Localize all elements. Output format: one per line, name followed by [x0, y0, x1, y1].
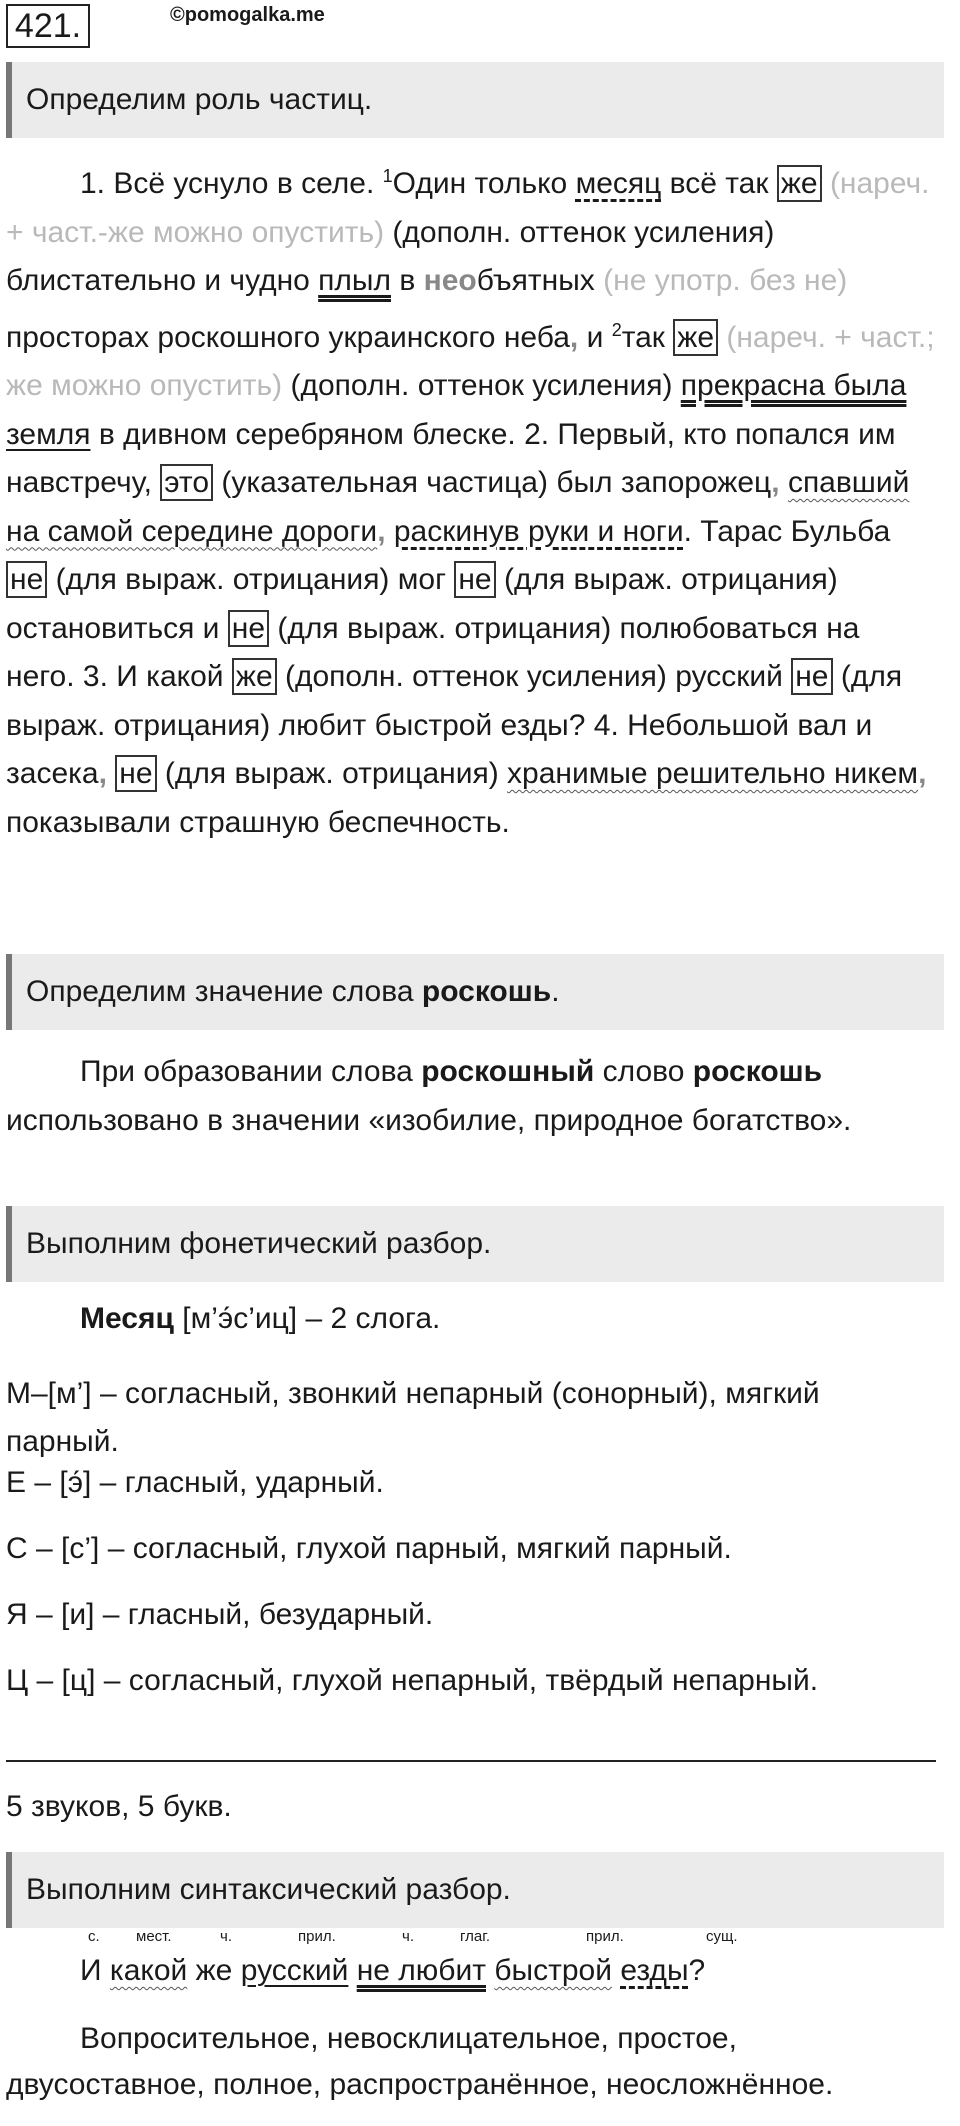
subject-word: земля [6, 417, 91, 451]
particle-box: же [777, 165, 822, 202]
pos-label: мест. [136, 1928, 172, 1945]
phonetic-line: Я – [и] – гласный, безударный. [6, 1598, 434, 1631]
sentence-number: 1. [80, 167, 106, 200]
meaning-paragraph: При образовании слова роскошный слово роскошь использовано в значении «изобилие, природное богатство». [6, 1055, 852, 1137]
pos-label: ч. [402, 1928, 414, 1945]
part-of-speech-labels [0, 1928, 960, 1948]
particle-box: не [791, 658, 832, 695]
prefix-mark: нео [423, 264, 477, 297]
header [0, 0, 960, 60]
divider [6, 1760, 936, 1762]
syntax-sentence: И какой же русский не любит быстрой езды? [80, 1954, 706, 1987]
attribute-word: какой [109, 1954, 188, 1987]
sentence-number: 2. [524, 417, 550, 451]
gray-note: (нареч. + част.; же можно опустить) [6, 320, 935, 402]
subject-word: русский [240, 1954, 349, 1987]
gray-note: (нареч. + част.-же можно опустить) [6, 167, 930, 249]
phonetic-line: Ц – [ц] – согласный, глухой непарный, твёрдый непарный. [6, 1664, 819, 1697]
particle-box: не [228, 610, 269, 647]
pos-label: ч. [220, 1928, 232, 1945]
pos-label: прил. [298, 1928, 336, 1945]
predicate-word: не любит [356, 1954, 486, 1987]
particle-box: не [454, 561, 495, 598]
section-heading-particles: Определим роль частиц. [6, 62, 944, 138]
phonetic-line: С – [с’] – согласный, глухой парный, мягкий парный. [6, 1532, 732, 1565]
sentence-number: 4. [593, 708, 619, 742]
attribute-word: быстрой [494, 1954, 612, 1987]
pos-label: с. [88, 1928, 100, 1945]
exercise-number: 421. [6, 4, 90, 48]
subject-word: месяц [575, 167, 662, 200]
pos-label: прил. [586, 1928, 624, 1945]
particle-box: не [115, 755, 156, 792]
object-word: езды [620, 1954, 689, 1987]
particle-box: же [232, 658, 277, 695]
sentence-number: 3. [82, 660, 108, 693]
pos-label: глаг. [460, 1928, 491, 1945]
main-paragraph: 1. Всё уснуло в селе. $^1$Один только месяц всё так же (нареч. + част.-же можно опустить) (дополн. оттенок усиления) блистательно и чудно плыл в необъятных (не употр. без не) просторах роскошного украинского неба, и $^2$так же (нареч. + част.; же можно опустить) (дополн. оттенок усиления) прекрасна была земля в дивном серебряном блеске. 2. Первый, кто попался им навстречу, это (указательная частица) был запорожец, спавший на самой середине дороги, раскинув руки и ноги. Тарас Бульба не (для выраж. отрицания) мог не (для выраж. отрицания) остановиться и не (для выраж. отрицания) полюбоваться на него. 3. И какой же (дополн. оттенок усиления) русский не (для выраж. отрицания) любит быстрой езды? 4. Небольшой вал и засека, не (для выраж. отрицания) хранимые решительно никем, показывали страшную беспечность. [6, 166, 935, 839]
syntax-description: Вопросительное, невосклицательное, простое, двусоставное, полное, распространённое, неосложнённое. [6, 2022, 834, 2101]
phonetic-line: М–[м’] – согласный, звонкий непарный (сонорный), мягкий парный. [6, 1377, 820, 1458]
section-heading-syntax: Выполним синтаксический разбор. [6, 1852, 944, 1928]
site-label[interactable]: ©pomogalka.me [170, 4, 325, 26]
phonetic-line: Е – [э́] – гласный, ударный. [6, 1466, 384, 1499]
phonetic-summary: 5 звуков, 5 букв. [6, 1790, 232, 1823]
particle-box: не [6, 561, 47, 598]
participle-phrase: спавший на самой середине дороги [6, 466, 910, 548]
gray-note: (не употр. без не) [603, 264, 848, 297]
predicate-word: прекрасна была [680, 369, 907, 402]
adverbial-phrase: раскинув руки и ноги [393, 514, 684, 548]
predicate-word: плыл [318, 264, 391, 297]
particle-box: это [160, 464, 213, 501]
section-heading-phonetic: Выполним фонетический разбор. [6, 1206, 944, 1282]
particle-box: же [673, 319, 718, 356]
participle-phrase: хранимые решительно никем [507, 757, 919, 790]
section-heading-meaning: Определим значение слова роскошь . [6, 954, 944, 1030]
pos-label: сущ. [706, 1928, 738, 1945]
phonetic-word-line: Месяц [м’э́с’иц] – 2 слога. [80, 1302, 441, 1335]
